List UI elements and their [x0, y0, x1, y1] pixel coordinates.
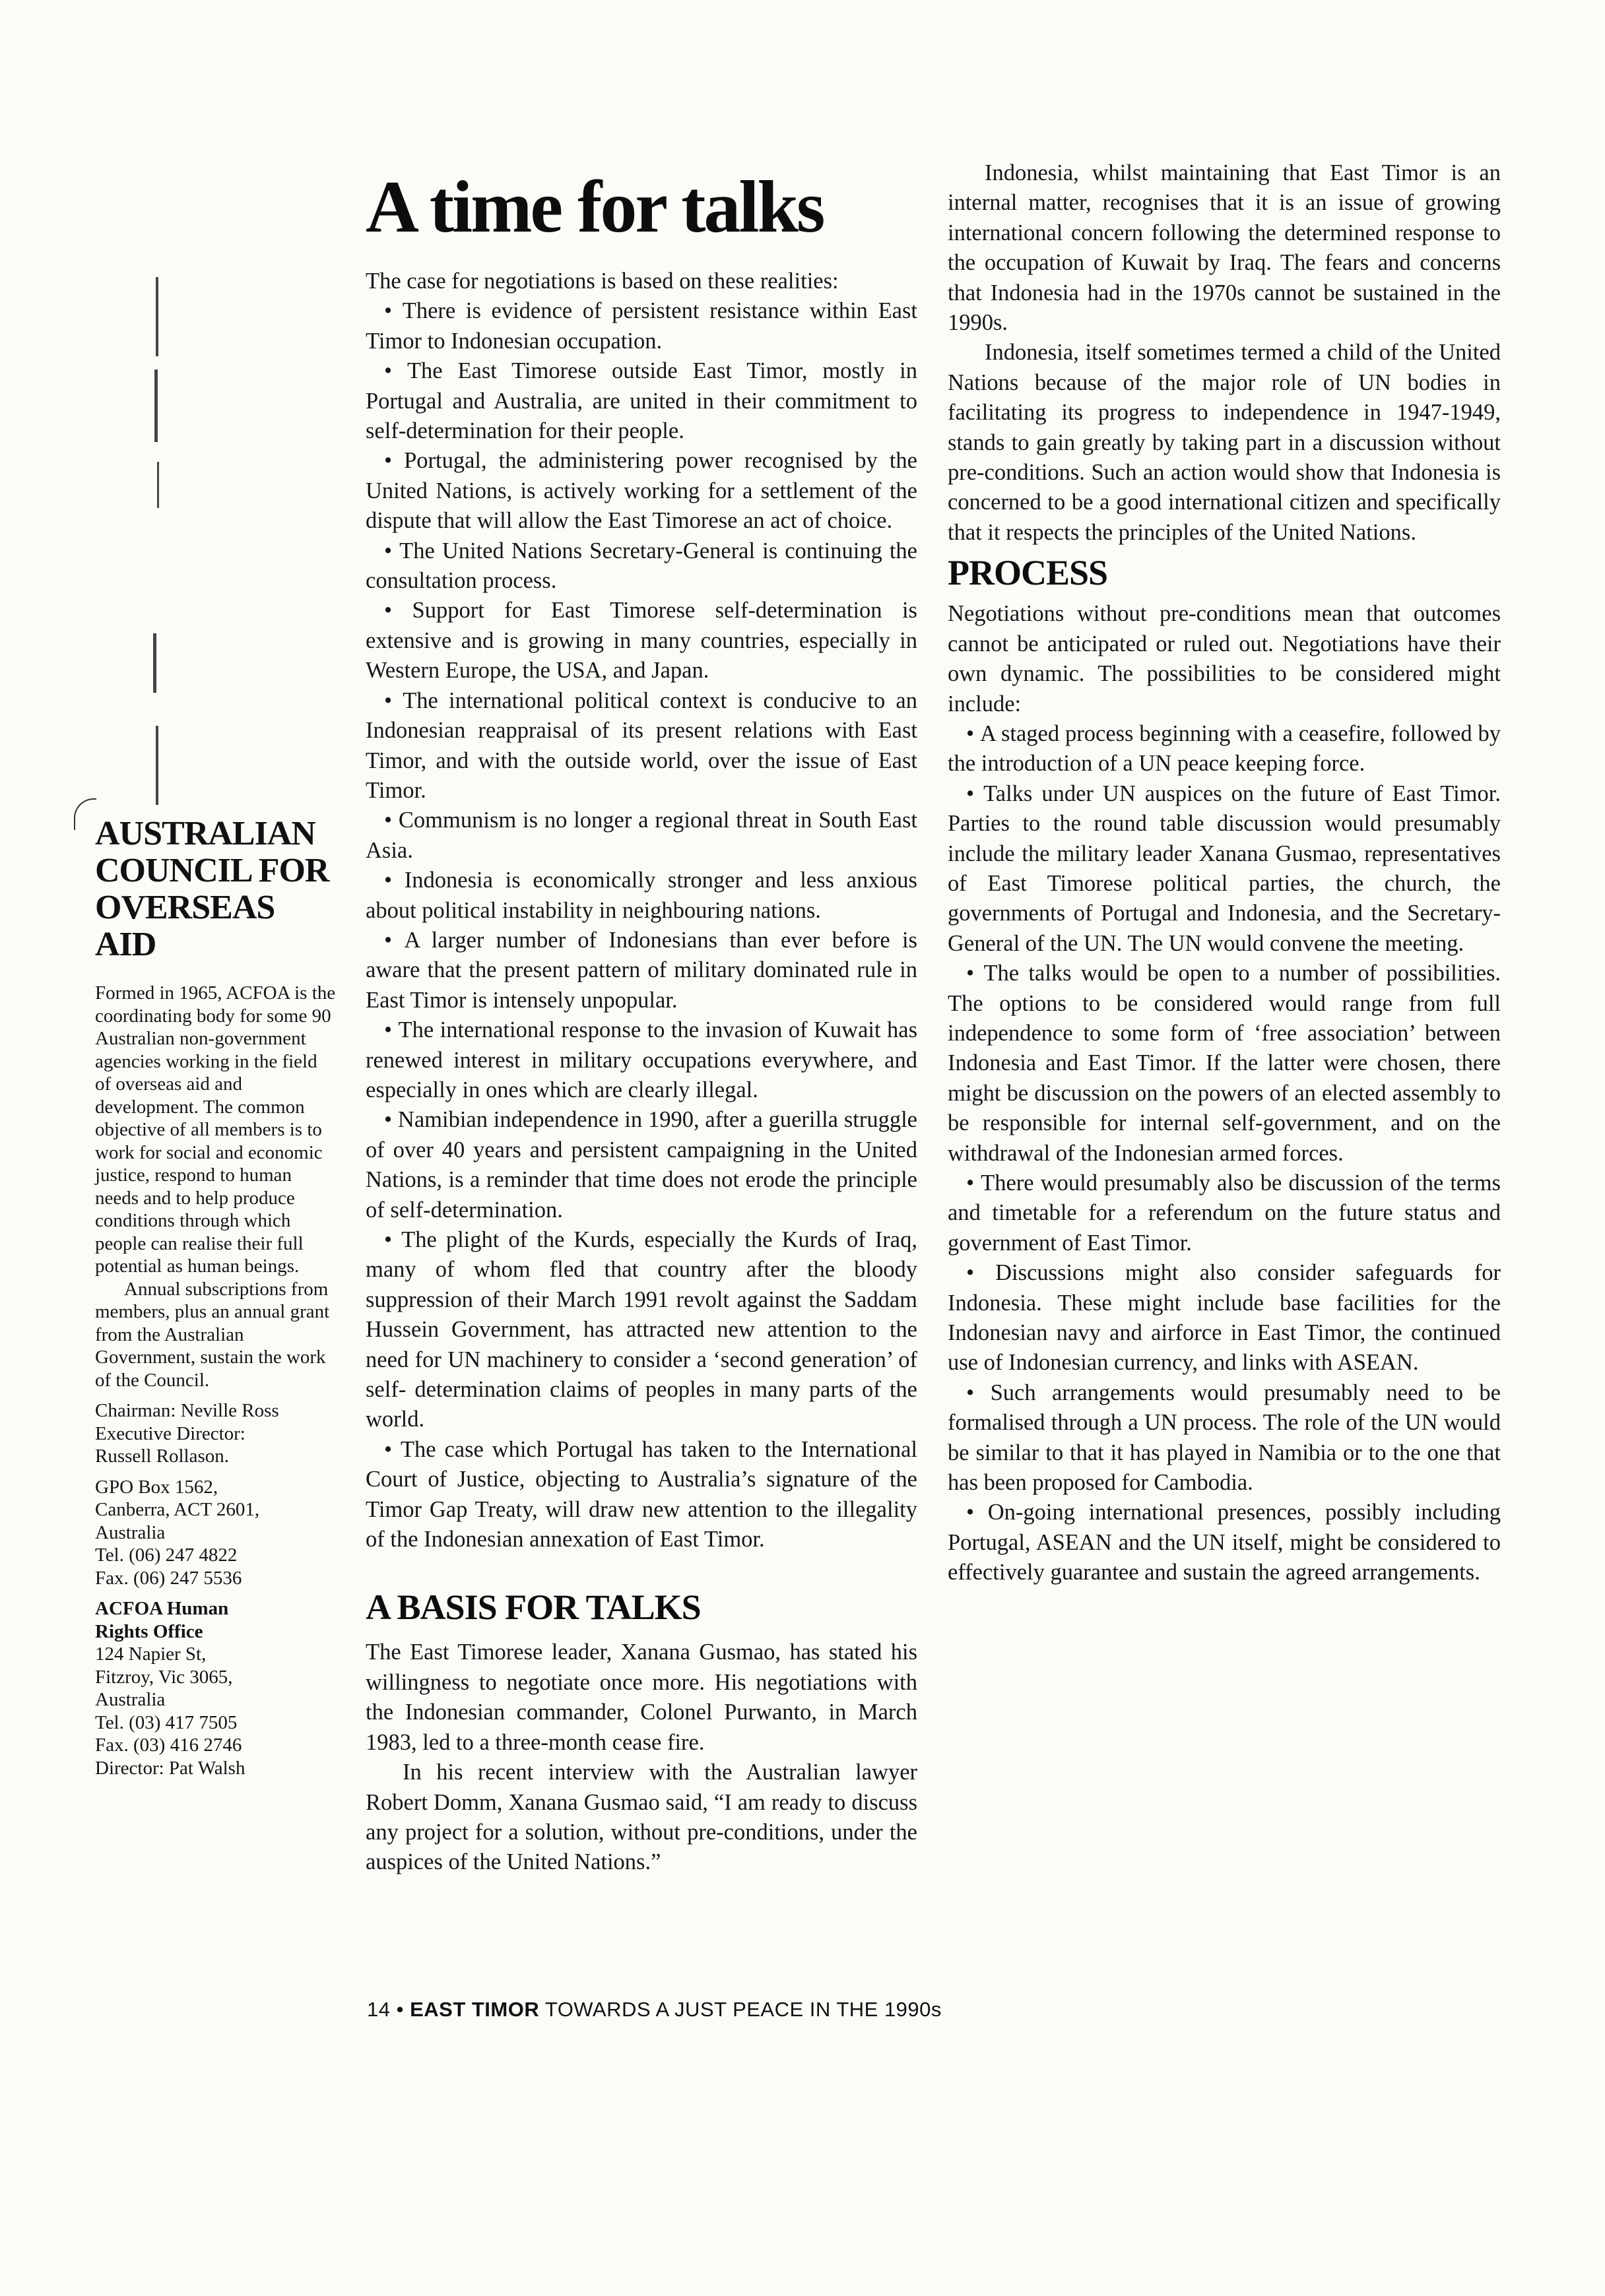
binding-mark [157, 462, 159, 508]
publication-subtitle: TOWARDS A JUST PEACE IN THE 1990s [544, 1998, 942, 2021]
reality-bullet: • The case which Portugal has taken to the International Court of Justice, objecting to Australia’s signature of the Timor Gap Treaty, will draw new attention to the illegality of the Indonesian annexation of East Timor. [366, 1435, 917, 1555]
article-title: A time for talks [366, 166, 824, 248]
process-bullet: • On-going international presences, possibly including Portugal, ASEAN and the UN itself, might be considered to effectively guarantee and sustain the agreed arrangements. [948, 1498, 1501, 1587]
reality-bullet: • The United Nations Secretary-General is continuing the consultation process. [366, 536, 917, 596]
process-bullet: • The talks would be open to a number of possibilities. The options to be considered would range from full independence to some form of ‘free association’ between Indonesia and East Timor. If the latter were chosen, there might be discussion on the powers of an elected assembly to be responsible for internal self-government, and on the withdrawal of the Indonesian armed forces. [948, 959, 1501, 1168]
reality-bullet: • The international political context is conducive to an Indonesian reappraisal of its present relations with East Timor, and with the outside world, over the issue of East Timor. [366, 686, 917, 806]
hr-office-title: Rights Office [95, 1620, 203, 1642]
process-bullet: • There would presumably also be discussion of the terms and timetable for a referendum on the future status and government of East Timor. [948, 1168, 1501, 1258]
hr-address-line: Fax. (03) 416 2746 [95, 1735, 242, 1756]
reality-bullet: • The East Timorese outside East Timor, mostly in Portugal and Australia, are united in their commitment to self-determination for their people. [366, 356, 917, 446]
sidebar [95, 815, 338, 1779]
org-funding: Annual subscriptions from members, plus an annual grant from the Australian Government, sustain the work of the Council. [95, 1278, 330, 1391]
address-line: Tel. (06) 247 4822 [95, 1545, 238, 1566]
reality-bullet: • The international response to the invasion of Kuwait has renewed interest in military occupations everywhere, and especially in ones which are clearly illegal. [366, 1015, 917, 1105]
article-column-right [948, 158, 1501, 1588]
contact-leadership [95, 1399, 338, 1468]
org-name [95, 815, 338, 963]
process-bullet: • Discussions might also consider safeguards for Indonesia. These might include base facilities for the Indonesian navy and airforce in East Timor, the continued use of Indonesian currency, and links with ASEAN. [948, 1258, 1501, 1378]
contact-address [95, 1476, 338, 1590]
hr-address-line: Director: Pat Walsh [95, 1757, 246, 1779]
org-name-line: AUSTRALIAN [95, 815, 315, 852]
process-bullet: • Talks under UN auspices on the future of East Timor. Parties to the round table discussion would presumably include the military leader Xanana Gusmao, representatives of East Timorese political parties, the church, the governments of Portugal and Indonesia, and the Secretary-General of the UN. The UN would convene the meeting. [948, 779, 1501, 959]
reality-bullet: • Support for East Timorese self-determination is extensive and is growing in many countries, especially in Western Europe, the USA, and Japan. [366, 596, 917, 686]
hr-address-line: 124 Napier St, [95, 1643, 207, 1665]
chairman: Chairman: Neville Ross [95, 1400, 279, 1421]
hr-office [95, 1597, 338, 1779]
address-line: Australia [95, 1521, 166, 1543]
section-heading-process: PROCESS [948, 553, 1108, 593]
page-footer [367, 1998, 942, 2022]
process-intro: Negotiations without pre-conditions mean that outcomes cannot be anticipated or ruled out. Negotiations have their own dynamic. The possibilities to be considered might include: [948, 601, 1501, 717]
reality-bullet: • There is evidence of persistent resistance within East Timor to Indonesian occupation. [366, 296, 917, 356]
basis-paragraph: The East Timorese leader, Xanana Gusmao, has stated his willingness to negotiate once more. His negotiations with the Indonesian commander, Colonel Purwanto, in March 1983, led to a three-month cease fire. [366, 1640, 917, 1755]
binding-mark [154, 369, 158, 442]
reality-bullet: • Indonesia is economically stronger and less anxious about political instability in neighbouring nations. [366, 866, 917, 926]
right-paragraph: Indonesia, itself sometimes termed a child of the United Nations because of the major role of UN bodies in facilitating its progress to independence in 1947-1949, stands to gain greatly by taking part in a discussion without pre-conditions. Such an action would show that Indonesia is concerned to be a good international citizen and specifically that it respects the principles of the United Nations. [948, 340, 1501, 545]
address-line: Canberra, ACT 2601, [95, 1499, 260, 1520]
reality-bullet: • The plight of the Kurds, especially the Kurds of Iraq, many of whom fled that country after the bloody suppression of their March 1991 revolt against the Saddam Hussein Government, has attracted new attention to the need for UN machinery to consider a ‘second generation’ of self- determination claims of peoples in many parts of the world. [366, 1225, 917, 1435]
hr-office-title: ACFOA Human [95, 1598, 229, 1619]
article-column-middle [366, 158, 917, 1878]
process-bullet: • Such arrangements would presumably need to be formalised through a UN process. The role of the UN would be similar to that it has played in Namibia or to the one that has been proposed for Cambodia. [948, 1378, 1501, 1498]
corner-bracket [74, 798, 96, 830]
exec-name: Russell Rollason. [95, 1446, 230, 1467]
page-number: 14 • [367, 1998, 404, 2021]
hr-address-line: Fitzroy, Vic 3065, [95, 1666, 233, 1688]
hr-address-line: Australia [95, 1689, 166, 1710]
article-intro: The case for negotiations is based on these realities: [366, 269, 839, 294]
right-paragraph: Indonesia, whilst maintaining that East Timor is an internal matter, recognises that it is an issue of growing international concern following the determined response to the occupation of Kuwait by Iraq. The fears and concerns that Indonesia had in the 1970s cannot be sustained in the 1990s. [948, 160, 1501, 336]
process-bullet: • A staged process beginning with a ceasefire, followed by the introduction of a UN peace keeping force. [948, 719, 1501, 779]
basis-paragraph: In his recent interview with the Australian lawyer Robert Domm, Xanana Gusmao said, “I am ready to discuss any project for a solution, without pre-conditions, under the auspices of the United Nations.” [366, 1760, 917, 1875]
binding-mark [156, 277, 158, 356]
address-line: Fax. (06) 247 5536 [95, 1567, 242, 1589]
reality-bullet: • Namibian independence in 1990, after a guerilla struggle of over 40 years and persistent campaigning in the United Nations, is a reminder that time does not erode the principle of self-determination. [366, 1105, 917, 1225]
reality-bullet: • A larger number of Indonesians than ever before is aware that the present pattern of military dominated rule in East Timor is intensely unpopular. [366, 926, 917, 1015]
hr-address-line: Tel. (03) 417 7505 [95, 1711, 238, 1733]
reality-bullet: • Communism is no longer a regional threat in South East Asia. [366, 806, 917, 866]
exec-label: Executive Director: [95, 1422, 246, 1444]
org-name-line: COUNCIL FOR [95, 852, 329, 889]
org-description: Formed in 1965, ACFOA is the coordinating body for some 90 Australian non-government agencies working in the field of overseas aid and development. The common objective of all members is to work for social and economic justice, respond to human needs and to help produce conditions through which people can realise their full potential as human beings. [95, 982, 336, 1277]
publication-name: EAST TIMOR [410, 1998, 540, 2021]
address-line: GPO Box 1562, [95, 1476, 218, 1498]
binding-mark [153, 633, 156, 693]
section-heading-basis: A BASIS FOR TALKS [366, 1587, 701, 1628]
reality-bullet: • Portugal, the administering power recognised by the United Nations, is actively working for a settlement of the dispute that will allow the East Timorese an act of choice. [366, 446, 917, 536]
binding-mark [156, 726, 158, 805]
org-name-line: OVERSEAS AID [95, 889, 275, 963]
